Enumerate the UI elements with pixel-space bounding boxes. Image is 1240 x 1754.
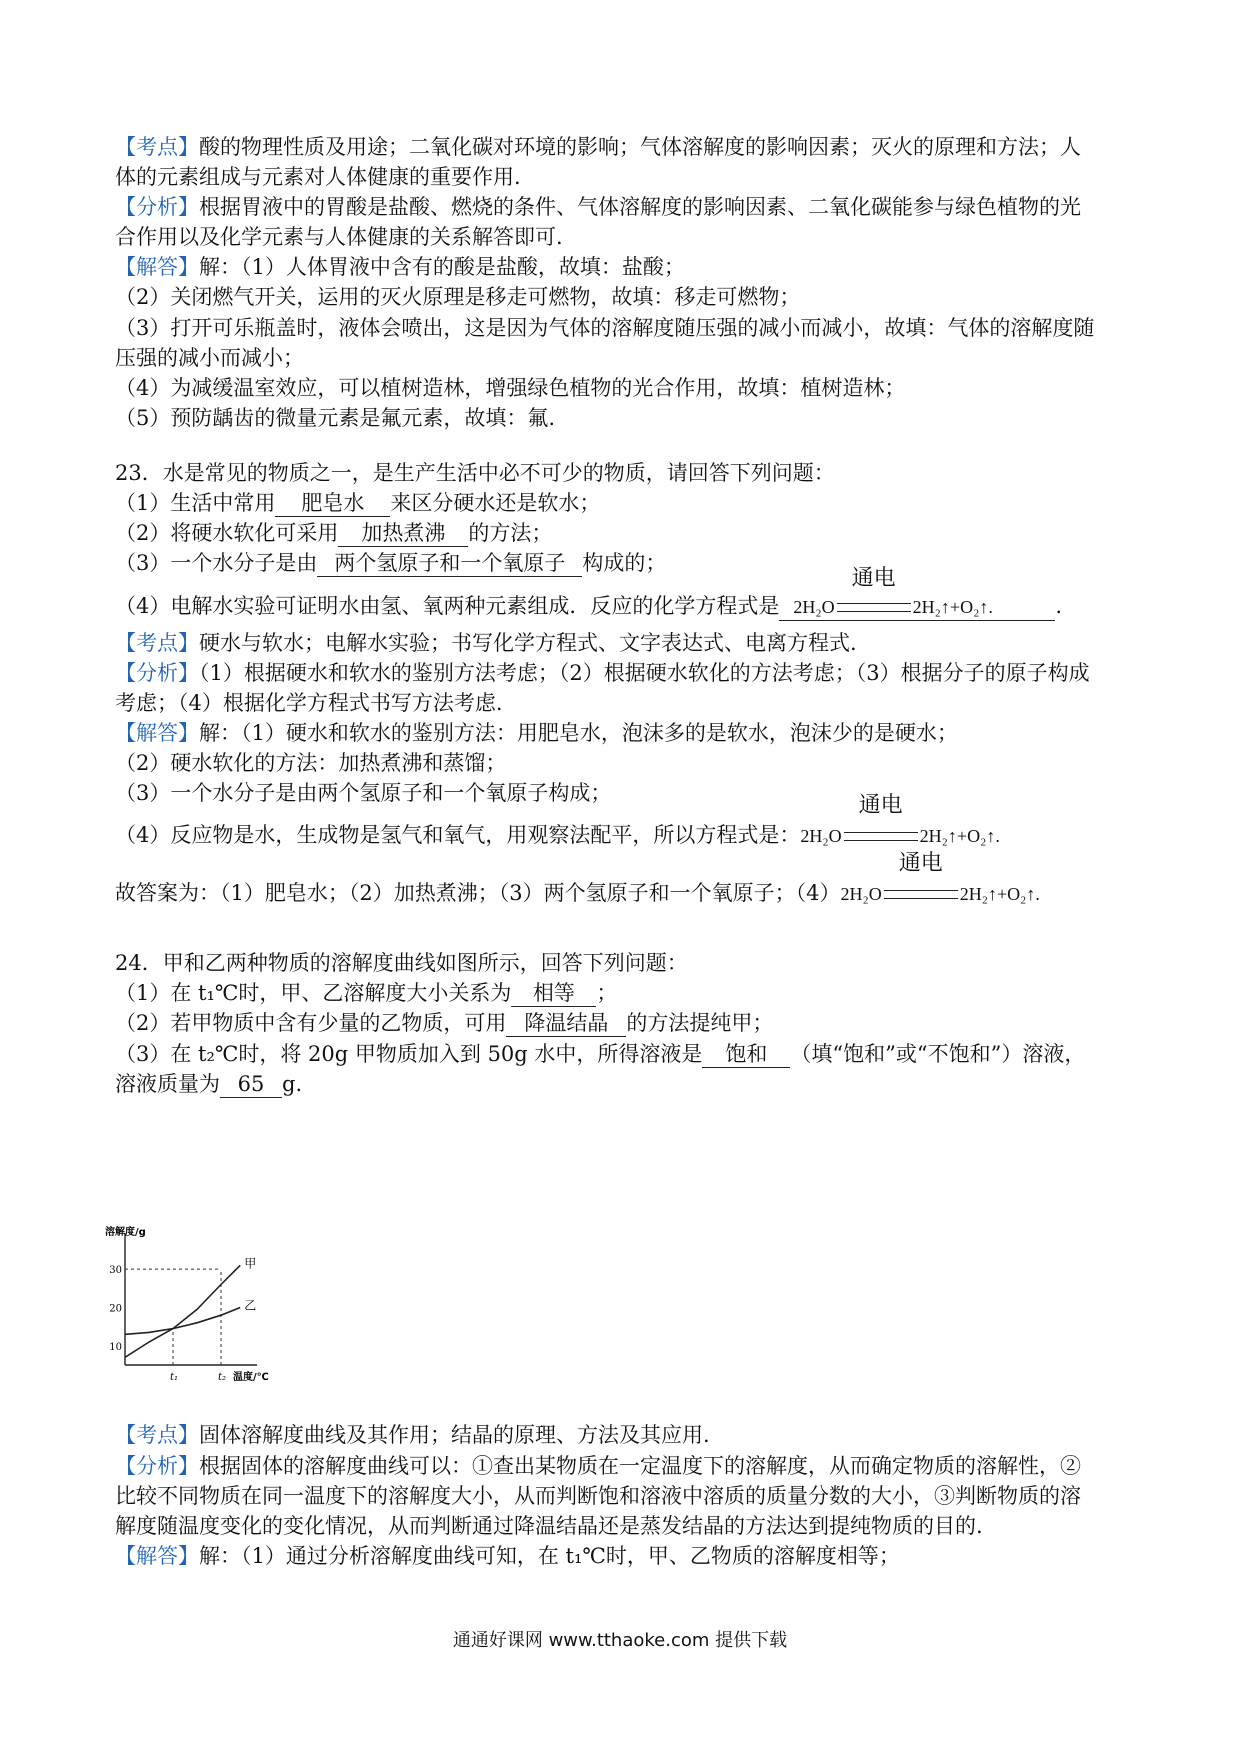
fenxi-tag: 【分析】: [115, 661, 199, 685]
q22-fenxi-line2: 合作用以及化学元素与人体健康的关系解答即可.: [115, 225, 563, 249]
y-tick-label: 20: [109, 1303, 122, 1315]
answer-blank: 加热煮沸: [338, 520, 468, 547]
equation-arrow: 通电: [842, 820, 920, 850]
q23-jieda-line4: （4）反应物是水，生成物是氢气和氧气，用观察法配平，所以方程式是：2H₂O 通电 2H₂↑+O₂↑.: [115, 820, 1135, 851]
x-tick-label: t₁: [170, 1372, 179, 1383]
q24-kaodian: 【考点】固体溶解度曲线及其作用；结晶的原理、方法及其应用.: [115, 1423, 710, 1447]
answer-blank: 降温结晶: [506, 1010, 626, 1037]
series-label: 甲: [244, 1256, 257, 1271]
answer-blank: 相等: [511, 980, 596, 1007]
solubility-chart: [105, 1225, 285, 1395]
q23-fenxi-line2: 考虑；（4）根据化学方程式书写方法考虑.: [115, 691, 503, 715]
q23-stem: 23．水是常见的物质之一，是生产生活中必不可少的物质，请回答下列问题：: [115, 461, 835, 485]
x-tick-label: t₂: [218, 1372, 227, 1383]
q23-part2: （2）将硬水软化可采用 加热煮沸 的方法；: [115, 521, 553, 545]
q23-jieda-line3: （3）一个水分子是由两个氢原子和一个氧原子构成；: [115, 781, 612, 805]
q24-part3: （3）在 t₂℃时，将 20g 甲物质加入到 50g 水中，所得溶液是 饱和 （填“饱和”或“不饱和”）溶液，: [115, 1042, 1086, 1066]
fenxi-tag: 【分析】: [115, 195, 199, 219]
q24-fenxi-line3: 解度随温度变化的变化情况，从而判断通过降温结晶还是蒸发结晶的方法达到提纯物质的目的.: [115, 1514, 983, 1538]
q22-jieda-line6: （5）预防龋齿的微量元素是氟元素，故填：氟.: [115, 406, 556, 430]
answer-blank: 肥皂水: [275, 490, 390, 517]
q23-answer: 故答案为：（1）肥皂水；（2）加热煮沸；（3）两个氢原子和一个氧原子；（4）2H₂O 通电 2H₂↑+O₂↑.: [115, 878, 1135, 909]
q23-part3: （3）一个水分子是由 两个氢原子和一个氧原子 构成的；: [115, 551, 667, 575]
y-axis-label: 溶解度/g: [105, 1227, 146, 1238]
series-label: 乙: [244, 1298, 257, 1313]
series-line: [125, 1265, 240, 1357]
y-tick-label: 10: [109, 1341, 122, 1353]
fenxi-tag: 【分析】: [115, 1454, 199, 1478]
q22-jieda-line4: 压强的减小而减小；: [115, 346, 304, 370]
q22-jieda-line3: （3）打开可乐瓶盖时，液体会喷出，这是因为气体的溶解度随压强的减小而减小，故填：气体的溶解度随: [115, 316, 1095, 340]
page-footer: 通通好课网 www.tthaoke.com 提供下载: [452, 1630, 788, 1651]
q22-jieda-line1: 【解答】解：（1）人体胃液中含有的酸是盐酸，故填：盐酸；: [115, 255, 685, 279]
equation-blank: 2H₂O 通电 2H₂↑+O₂↑.: [779, 593, 1055, 621]
q23-part4: （4）电解水实验可证明水由氢、氧两种元素组成．反应的化学方程式是 2H₂O 通电 2H₂↑+O₂↑. .: [115, 591, 1135, 621]
x-axis-label: 温度/℃: [233, 1372, 269, 1383]
q24-part3-cont: 溶液质量为 65 g.: [115, 1072, 303, 1096]
q23-part1: （1）生活中常用 肥皂水 来区分硬水还是软水；: [115, 491, 601, 515]
y-tick-label: 30: [109, 1265, 122, 1277]
kaodian-tag: 【考点】: [115, 135, 199, 159]
q22-kaodian-line1: 【考点】酸的物理性质及用途；二氧化碳对环境的影响；气体溶解度的影响因素；灭火的原理和方法；人: [115, 135, 1081, 159]
solubility-chart-svg: [105, 1225, 285, 1395]
jieda-tag: 【解答】: [115, 255, 199, 279]
answer-blank: 饱和: [702, 1041, 790, 1068]
jieda-tag: 【解答】: [115, 721, 199, 745]
kaodian-tag: 【考点】: [115, 1423, 199, 1447]
q24-part1: （1）在 t₁℃时，甲、乙溶解度大小关系为 相等 ；: [115, 981, 618, 1005]
q22-kaodian-line2: 体的元素组成与元素对人体健康的重要作用.: [115, 165, 521, 189]
q24-jieda-line1: 【解答】解：（1）通过分析溶解度曲线可知，在 t₁℃时，甲、乙物质的溶解度相等；: [115, 1544, 900, 1568]
q23-kaodian: 【考点】硬水与软水；电解水实验；书写化学方程式、文字表达式、电离方程式.: [115, 631, 857, 655]
equation-arrow: 通电: [835, 593, 913, 619]
q23-jieda-line1: 【解答】解：（1）硬水和软水的鉴别方法：用肥皂水，泡沫多的是软水，泡沫少的是硬水；: [115, 721, 958, 745]
q23-jieda-line2: （2）硬水软化的方法：加热煮沸和蒸馏；: [115, 751, 507, 775]
q22-jieda-line5: （4）为减缓温室效应，可以植树造林，增强绿色植物的光合作用，故填：植树造林；: [115, 376, 906, 400]
q22-fenxi-line1: 【分析】根据胃液中的胃酸是盐酸、燃烧的条件、气体溶解度的影响因素、二氧化碳能参与绿色植物的光: [115, 195, 1081, 219]
kaodian-tag: 【考点】: [115, 631, 199, 655]
q24-stem: 24．甲和乙两种物质的溶解度曲线如图所示，回答下列问题：: [115, 951, 688, 975]
q24-fenxi-line2: 比较不同物质在同一温度下的溶解度大小，从而判断饱和溶液中溶质的质量分数的大小，③判断物质的溶: [115, 1484, 1081, 1508]
answer-blank: 两个氢原子和一个氧原子: [317, 550, 582, 577]
q22-jieda-line2: （2）关闭燃气开关，运用的灭火原理是移走可燃物，故填：移走可燃物；: [115, 285, 801, 309]
equation-arrow: 通电: [882, 878, 960, 908]
q24-part2: （2）若甲物质中含有少量的乙物质，可用 降温结晶 的方法提纯甲；: [115, 1011, 774, 1035]
q24-fenxi-line1: 【分析】根据固体的溶解度曲线可以：①查出某物质在一定温度下的溶解度，从而确定物质的溶解性，②: [115, 1454, 1081, 1478]
jieda-tag: 【解答】: [115, 1544, 199, 1568]
answer-blank: 65: [220, 1071, 282, 1098]
q23-fenxi-line1: 【分析】（1）根据硬水和软水的鉴别方法考虑；（2）根据硬水软化的方法考虑；（3）根据分子的原子构成: [115, 661, 1090, 685]
